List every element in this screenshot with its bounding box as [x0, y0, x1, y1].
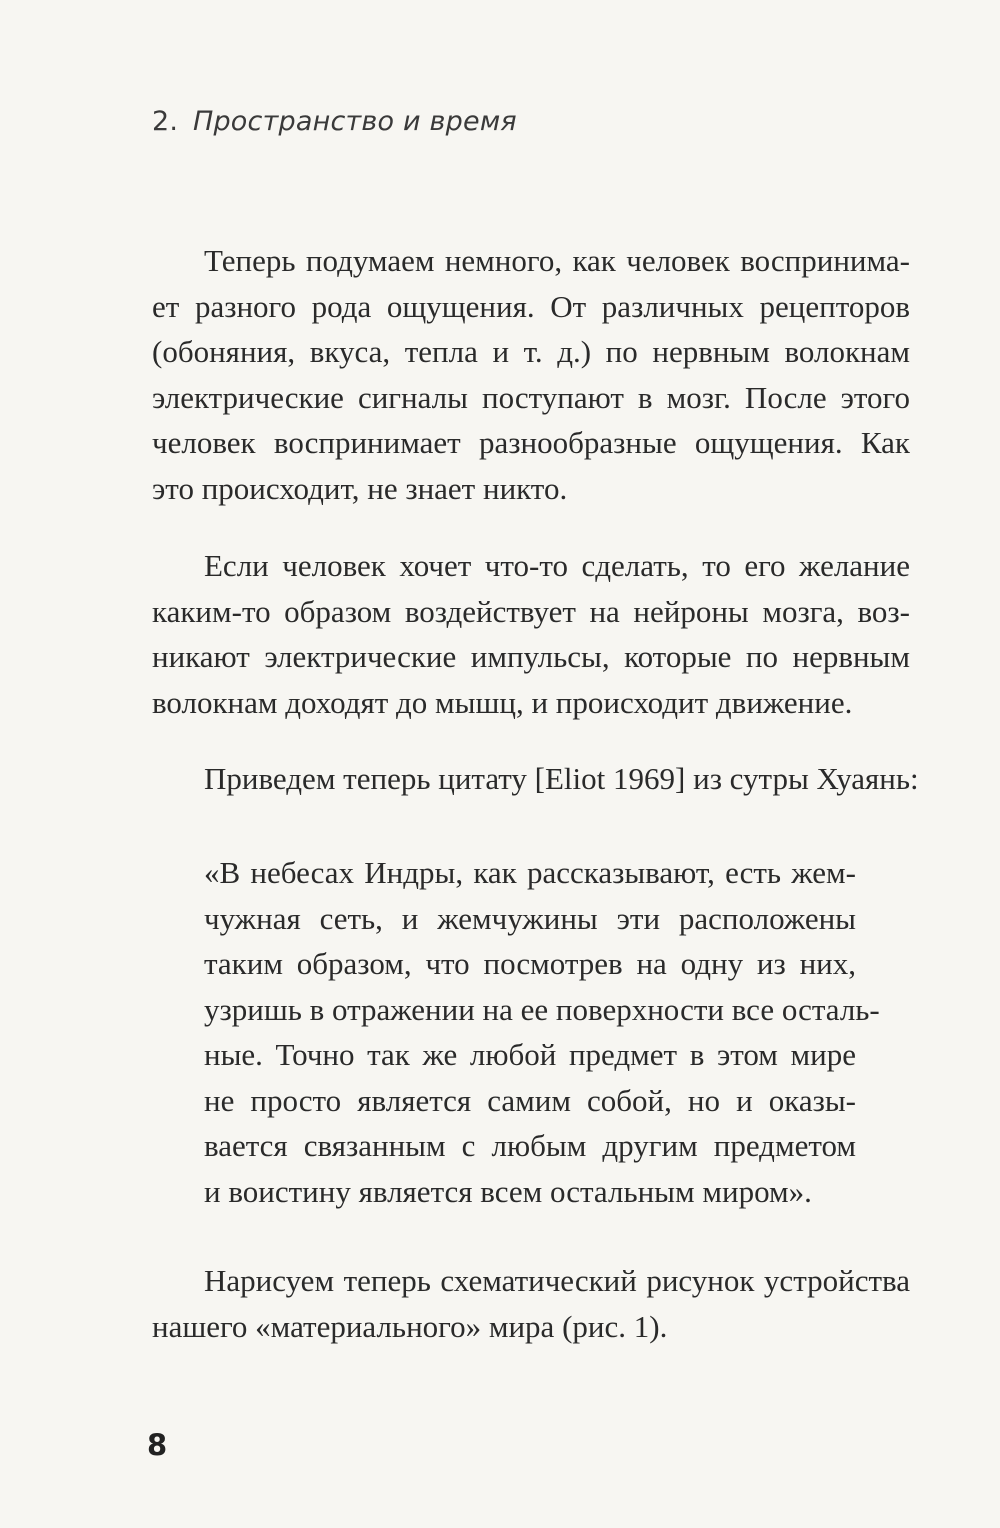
text-line: человек воспринимает разнообразные ощущения. Как: [152, 425, 910, 460]
text-line: чужная сеть, и жемчужины эти расположены: [204, 900, 856, 936]
paragraph-3: [152, 756, 919, 802]
text-line: вается связанным с любым другим предметом: [204, 1128, 856, 1163]
page-number: 8: [147, 1428, 168, 1462]
paragraph-5: [152, 1258, 910, 1349]
text-line: Приведем теперь цитату [Eliot 1969] из сутры Хуаянь:: [204, 761, 919, 796]
text-line: Теперь подумаем немного, как человек воспринима-: [204, 243, 910, 278]
quote-block: [204, 850, 880, 1214]
running-header: [152, 106, 517, 137]
chapter-title: Пространство и время: [192, 106, 517, 137]
text-line: электрические сигналы поступают в мозг. После этого: [152, 379, 910, 415]
text-line: ные. Точно так же любой предмет в этом мире: [204, 1037, 856, 1072]
text-line: нашего «материального» мира (рис. 1).: [152, 1308, 668, 1344]
text-line: Нарисуем теперь схематический рисунок устройства: [204, 1263, 910, 1298]
text-line: каким-то образом воздействует на нейроны мозга, воз-: [152, 593, 910, 629]
text-line: узришь в отражении на ее поверхности все осталь-: [204, 991, 880, 1027]
text-line: и воистину является всем остальным миром».: [204, 1173, 812, 1209]
text-line: ет разного рода ощущения. От различных рецепторов: [152, 288, 910, 324]
text-line: Если человек хочет что-то сделать, то его желание: [204, 548, 910, 583]
text-line: никают электрические импульсы, которые по нервным: [152, 639, 910, 674]
paragraph-1: [152, 238, 910, 511]
text-line: «В небесах Индры, как рассказывают, есть жем-: [204, 855, 856, 890]
chapter-number: 2.: [152, 106, 179, 137]
text-line: (обоняния, вкуса, тепла и т. д.) по нервным волокнам: [152, 334, 910, 369]
text-line: не просто является самим собой, но и оказы-: [204, 1082, 856, 1118]
text-line: волокнам доходят до мышц, и происходит движение.: [152, 684, 853, 720]
text-line: это происходит, не знает никто.: [152, 470, 568, 506]
text-line: таким образом, что посмотрев на одну из них,: [204, 946, 856, 981]
paragraph-2: [152, 543, 910, 725]
